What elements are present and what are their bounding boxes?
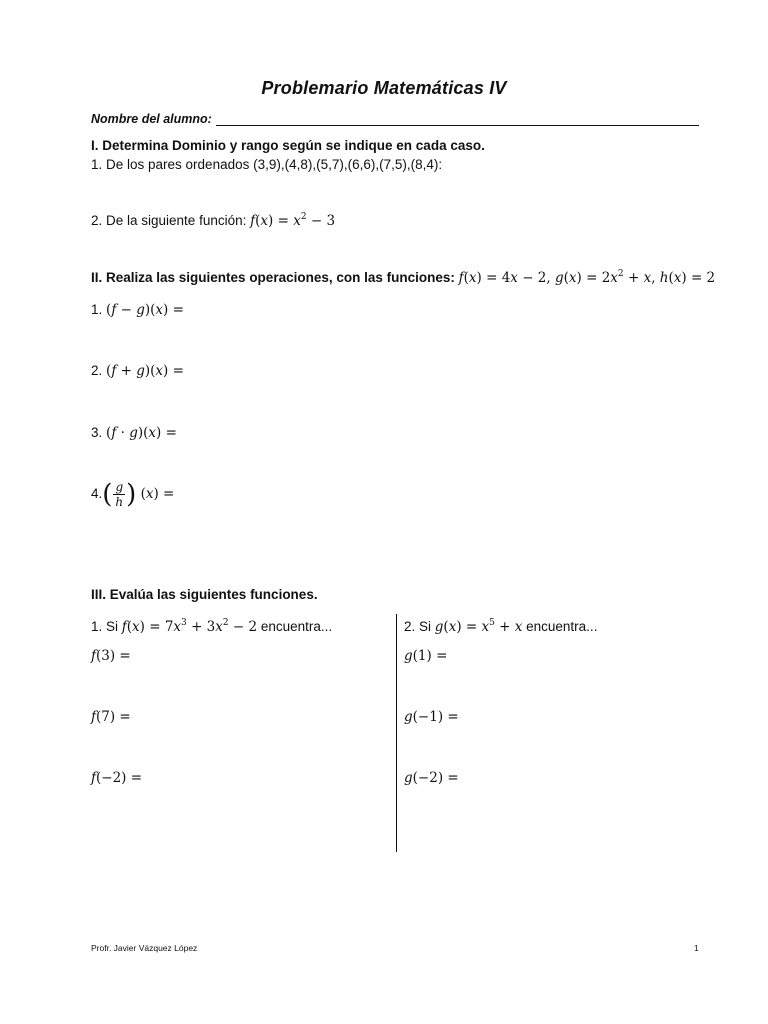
right-suffix: encuentra... (522, 619, 598, 634)
operation-number: 3. (91, 425, 103, 440)
evaluate-g-minus-1: g(−1) = (404, 709, 459, 725)
footer-author: Profr. Javier Vázquez López (91, 943, 198, 953)
student-name-line[interactable] (216, 125, 699, 126)
left-function: $f(x) = 7x^3 + 3x^2 - 2$ (121, 618, 258, 635)
functions-definition: f(x) = 4x − 2, $g(x) = 2x^2 + x$, h(x) = 2 (458, 269, 716, 286)
operation-expression: (f · g)(x) = (106, 425, 177, 441)
operation-number: 2. (91, 363, 103, 378)
operation-expression: (f − g)(x) = (106, 302, 184, 318)
left-column-heading (91, 619, 332, 635)
operation-item-1 (91, 302, 184, 318)
operation-number: 4. (91, 486, 103, 501)
operation-number: 1. (91, 302, 103, 317)
student-name-row (91, 112, 212, 126)
right-function: $g(x) = x^5 + x$ (434, 618, 523, 635)
section1-item2 (91, 213, 335, 229)
evaluate-f-7: f(7) = (91, 709, 131, 725)
section1-item1: 1. De los pares ordenados (3,9),(4,8),(5,7),(6,6),(7,5),(8,4): (91, 157, 443, 172)
page-title: Problemario Matemáticas IV (261, 78, 507, 98)
right-column-heading (404, 619, 597, 635)
operation-expression: ( $\frac{g}{h}$ ) (x) = (102, 479, 175, 510)
section1-item2-label: 2. De la siguiente función: (91, 213, 251, 228)
right-prefix: 2. Si (404, 619, 435, 634)
operation-item-4 (91, 480, 174, 509)
function-expression: $f(x) = x^2 - 3$ (250, 212, 336, 229)
student-name-label: Nombre del alumno: (91, 112, 212, 126)
column-divider (396, 614, 397, 852)
evaluate-g-minus-2: g(−2) = (404, 770, 459, 786)
evaluate-f-minus-2: f(−2) = (91, 770, 143, 786)
operation-item-3 (91, 425, 177, 441)
section1-heading: I. Determina Dominio y rango según se indique en cada caso. (91, 138, 485, 153)
evaluate-g-1: g(1) = (404, 648, 448, 664)
operation-expression: (f + g)(x) = (106, 363, 184, 379)
section2-heading: II. Realiza las siguientes operaciones, con las funciones: (91, 270, 459, 285)
section3-heading: III. Evalúa las siguientes funciones. (91, 587, 318, 602)
evaluate-f-3: f(3) = (91, 648, 131, 664)
left-suffix: encuentra... (257, 619, 333, 634)
footer-page-number: 1 (694, 943, 699, 953)
section2-heading-row (91, 270, 715, 286)
operation-item-2 (91, 363, 184, 379)
left-prefix: 1. Si (91, 619, 122, 634)
